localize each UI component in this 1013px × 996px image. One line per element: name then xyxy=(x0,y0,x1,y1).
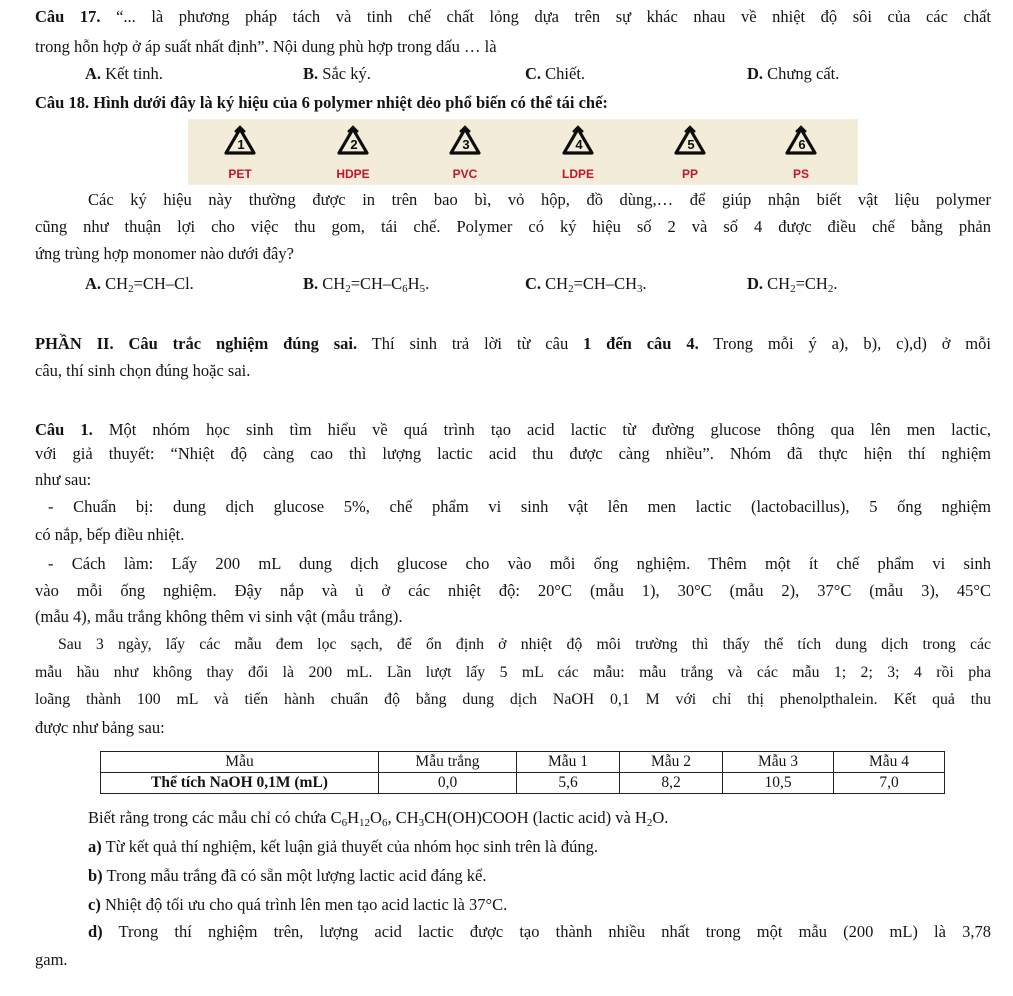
table-cell: Thể tích NaOH 0,1M (mL) xyxy=(101,773,379,794)
svg-text:6: 6 xyxy=(798,137,806,152)
svg-text:4: 4 xyxy=(575,137,583,152)
recycle-triangle-icon xyxy=(218,123,262,167)
q1-item-a[interactable]: a) Từ kết quả thí nghiệm, kết luận giả thuyết của nhóm học sinh trên là đúng. xyxy=(88,837,598,856)
svg-text:2: 2 xyxy=(350,137,358,152)
recycle-triangle-icon xyxy=(779,123,823,167)
q17-option-d[interactable]: D. Chưng cất. xyxy=(747,64,840,83)
table-cell: Mẫu trắng xyxy=(379,752,517,773)
recycle-symbol-5 xyxy=(650,123,730,183)
table-cell: 10,5 xyxy=(723,773,834,794)
symbol-code: HDPE xyxy=(336,167,370,181)
q1-item-c[interactable]: c) Nhiệt độ tối ưu cho quá trình lên men tạo acid lactic là 37°C. xyxy=(88,895,508,914)
q1-line-4: - Chuẩn bị: dung dịch glucose 5%, chế phẩm vi sinh vật lên men lactic (lactobacillus), 5 ống nghiệm xyxy=(48,497,991,516)
q1-line-2: với giả thuyết: “Nhiệt độ càng cao thì lượng lactic acid thu được càng nhiều”. Nhóm đã thực hiện thí nghiệm xyxy=(35,444,991,463)
q17-line-1: Câu 17. “... là phương pháp tách và tinh chế chất lỏng dựa trên sự khác nhau về nhiệt độ sôi của các chất xyxy=(35,7,991,26)
q18-para-2: cũng như thuận lợi cho việc thu gom, tái chế. Polymer có ký hiệu số 2 và số 4 được điều chế bằng phản xyxy=(35,217,991,236)
q1-line-5: có nắp, bếp điều nhiệt. xyxy=(35,525,185,544)
recycle-symbol-3 xyxy=(425,123,505,183)
q18-label: Câu 18. xyxy=(35,93,90,112)
q17-option-c[interactable]: C. Chiết. xyxy=(525,64,586,83)
table-cell: 5,6 xyxy=(517,773,620,794)
q18-line-1: Câu 18. Hình dưới đây là ký hiệu của 6 polymer nhiệt dẻo phổ biến có thể tái chế: xyxy=(35,93,608,112)
recycling-symbols-panel xyxy=(188,119,858,185)
table-cell: Mẫu 3 xyxy=(723,752,834,773)
table-cell: Mẫu 2 xyxy=(620,752,723,773)
q1-line-8: (mẫu 4), mẫu trắng không thêm vi sinh vật (mẫu trắng). xyxy=(35,607,403,626)
table-cell: 8,2 xyxy=(620,773,723,794)
q1-line-12: được như bảng sau: xyxy=(35,718,165,737)
table-cell: 0,0 xyxy=(379,773,517,794)
svg-text:5: 5 xyxy=(687,137,695,152)
q1-line-10: mẫu hầu như không thay đổi là 200 mL. Lần lượt lấy 5 mL các mẫu: mẫu trắng và các mẫu 1; 2; 3; 4 rồi pha xyxy=(35,664,991,681)
table-row xyxy=(101,773,945,794)
svg-text:1: 1 xyxy=(237,137,245,152)
part2-intro-1: PHẦN II. Câu trắc nghiệm đúng sai. Thí sinh trả lời từ câu 1 đến câu 4. Trong mỗi ý a), b), c),d) ở mỗi xyxy=(35,334,991,353)
q1-item-d-end: gam. xyxy=(35,950,68,969)
q17-line-2: trong hỗn hợp ở áp suất nhất định”. Nội dung phù hợp trong dấu … là xyxy=(35,37,497,56)
q1-label: Câu 1. xyxy=(35,420,93,439)
q1-line-7: vào mỗi ống nghiệm. Đậy nắp và ủ ở các nhiệt độ: 20°C (mẫu 1), 30°C (mẫu 2), 37°C (mẫu 3), 45°C xyxy=(35,581,991,600)
q18-para-3: ứng trùng hợp monomer nào dưới đây? xyxy=(35,244,294,263)
q18-option-b[interactable]: B. $CH_2=CH-C_6H_5$. xyxy=(303,274,430,295)
recycle-triangle-icon xyxy=(443,123,487,167)
q1-line-11: loãng thành 100 mL và tiến hành chuẩn độ bằng dung dịch NaOH 0,1 M với chỉ thị phenolpthalein. Kết quả thu xyxy=(35,691,991,708)
q1-item-b[interactable]: b) Trong mẫu trắng đã có sẵn một lượng lactic acid đáng kể. xyxy=(88,866,487,885)
q1-item-d[interactable]: d) Trong thí nghiệm trên, lượng acid lactic được tạo thành nhiều nhất trong một mẫu (200 mL) là 3,78 xyxy=(88,922,991,941)
q18-option-c[interactable]: C. $CH_2=CH-CH_3$. xyxy=(525,274,647,295)
q18-option-a[interactable]: A. $CH_2=CH-Cl$. xyxy=(85,274,194,295)
symbol-code: LDPE xyxy=(561,167,594,181)
recycle-triangle-icon xyxy=(668,123,712,167)
symbol-code: PS xyxy=(792,167,809,181)
q18-para-1: Các ký hiệu này thường được in trên bao bì, vỏ hộp, đồ dùng,… để giúp nhận biết vật liệu polymer xyxy=(88,190,991,209)
results-table xyxy=(100,751,945,794)
table-header-row xyxy=(101,752,945,773)
q1-line-6: - Cách làm: Lấy 200 mL dung dịch glucose cho vào mỗi ống nghiệm. Thêm một ít chế phẩm vi sinh xyxy=(48,554,991,573)
q1-line-9: Sau 3 ngày, lấy các mẫu đem lọc sạch, để ổn định ở nhiệt độ môi trường thì thấy thể tích dung dịch trong các xyxy=(58,636,991,653)
table-cell: Mẫu 4 xyxy=(834,752,945,773)
q17-option-b[interactable]: B. Sắc ký. xyxy=(303,64,371,83)
part2-heading: PHẦN II. Câu trắc nghiệm đúng sai. xyxy=(35,334,358,353)
q1-line-13: Biết rằng trong các mẫu chỉ có chứa $C_6H_{12}O_6$, $CH_3CH(OH)COOH$ (lactic acid) và $H_2O$. xyxy=(88,808,669,829)
recycle-symbol-1 xyxy=(200,123,280,183)
table-cell: Mẫu 1 xyxy=(517,752,620,773)
table-cell: 7,0 xyxy=(834,773,945,794)
q17-label: Câu 17. xyxy=(35,7,101,26)
symbol-code: PET xyxy=(228,167,252,181)
symbol-code: PP xyxy=(681,167,698,181)
q17-option-a[interactable]: A. Kết tinh. xyxy=(85,64,163,83)
q1-line-1: Câu 1. Một nhóm học sinh tìm hiểu về quá trình tạo acid lactic từ đường glucose thông qua lên men lactic, xyxy=(35,420,992,439)
recycle-triangle-icon xyxy=(331,123,375,167)
table-cell: Mẫu xyxy=(101,752,379,773)
q18-option-d[interactable]: D. $CH_2=CH_2$. xyxy=(747,274,838,295)
recycle-symbol-4 xyxy=(538,123,618,183)
recycle-symbol-2 xyxy=(313,123,393,183)
svg-text:3: 3 xyxy=(462,137,470,152)
symbol-code: PVC xyxy=(452,167,478,181)
recycle-symbol-6 xyxy=(761,123,841,183)
q1-line-3: như sau: xyxy=(35,470,92,489)
part2-intro-2: câu, thí sinh chọn đúng hoặc sai. xyxy=(35,361,251,380)
recycle-triangle-icon xyxy=(556,123,600,167)
